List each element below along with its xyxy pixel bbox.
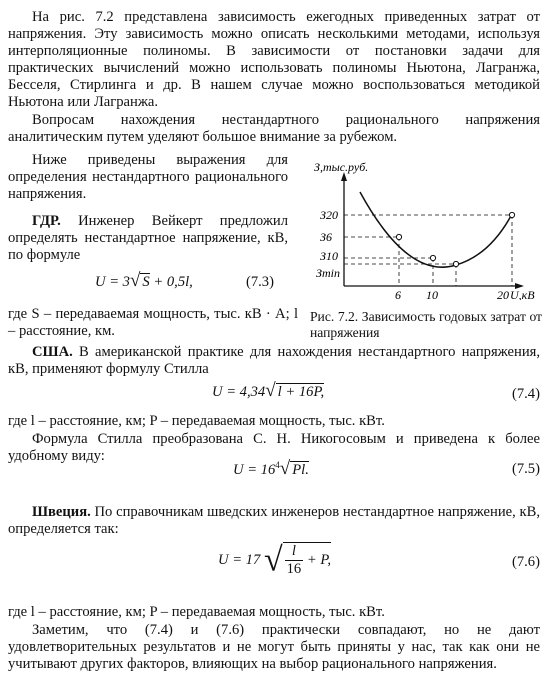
formula-7-4: U = 4,34√ l + 16P,	[212, 380, 325, 401]
section-sweden: Швеция. По справочникам шведских инженеров нестандартное напряжение, кВ, определяется так:	[8, 504, 540, 537]
x-tick-6: 6	[395, 288, 401, 300]
point-u6	[396, 234, 401, 239]
section-gdr: ГДР. Инженер Вейкерт предложил определять нестандартное напряжение, кВ, по формуле	[8, 213, 289, 263]
y-tick-z6: З6	[320, 230, 332, 244]
point-u10	[430, 255, 435, 260]
section-usa: США. В американской практике для нахождения нестандартного напряжения, кВ, применяют формулу Стилла	[8, 344, 540, 377]
usa-definitions: где l – расстояние, км; P – передаваемая мощность, тыс. кВт.	[8, 413, 385, 429]
x-axis-label: U,кВ	[510, 288, 535, 300]
y-tick-z20: З20	[320, 208, 338, 222]
equation-number-7-5: (7.5)	[512, 461, 540, 477]
y-tick-zmin: Зmin	[316, 266, 340, 280]
sweden-definitions: где l – расстояние, км; P – передаваемая мощность, тыс. кВт.	[8, 604, 385, 620]
point-u20	[509, 212, 514, 217]
y-tick-z10: З10	[320, 249, 338, 263]
paragraph-abroad: Вопросам нахождения нестандартного рационального напряжения аналитическим путем уделяют большое внимание за рубежом.	[8, 112, 540, 145]
fraction-l-over-16: $\frac{l}{16}$	[286, 543, 302, 577]
equation-number-7-4: (7.4)	[512, 386, 540, 402]
cost-voltage-chart	[298, 160, 548, 300]
paragraph-conclusion: Заметим, что (7.4) и (7.6) практически совпадают, но не дают удовлетворительных результатов и не могут быть приняты у нас, так как они не учитывают других факторов, влияющих на выбор рационального напряжения.	[8, 622, 540, 672]
figure-caption: Рис. 7.2. Зависимость годовых затрат от напряжения	[310, 309, 542, 340]
formula-7-3: U = 3√ S + 0,5l,	[95, 270, 193, 291]
radicand-7-6: $\frac{l}{16}$ + P,	[283, 542, 331, 578]
section-heading-usa: США.	[32, 344, 73, 360]
cost-curve	[360, 192, 512, 267]
paragraph-intro: На рис. 7.2 представлена зависимость ежегодных приведенных затрат от напряжения. Эту зависимость можно описать несколькими методами, используя интерполяционные полиномы. В зависимости от постановки задачи для практических вычислений можно использовать полиномы Ньютона, Лагранжа, Бесселя, Стирлинга и др. В нашем случае можно воспользоваться методикой Ньютона или Лагранжа.	[8, 9, 540, 110]
formula-7-5: $U = 16^4√$ Pl.	[233, 457, 309, 479]
section-heading-sweden: Швеция.	[32, 504, 91, 520]
paragraph-expressions: Ниже приведены выражения для определения нестандартного рационального напряжения.	[8, 152, 288, 202]
x-tick-20: 20	[497, 288, 509, 300]
formula-7-6: U = 17 √ $\frac{l}{16}$ + P,	[218, 541, 332, 579]
x-tick-10: 10	[426, 288, 438, 300]
point-umin	[453, 261, 458, 266]
paragraph-stilla: Формула Стилла преобразована С. Н. Никогосовым и приведена к более удобному виду:	[8, 431, 540, 464]
equation-number-7-6: (7.6)	[512, 554, 540, 570]
section-heading-gdr: ГДР.	[32, 213, 61, 229]
equation-number-7-3: (7.3)	[246, 274, 274, 290]
gdr-definitions: где S – передаваемая мощность, тыс. кВ · А; l – расстояние, км.	[8, 306, 298, 339]
figure-7-2	[298, 160, 548, 346]
y-axis-label: З,тыс.руб.	[314, 160, 369, 174]
